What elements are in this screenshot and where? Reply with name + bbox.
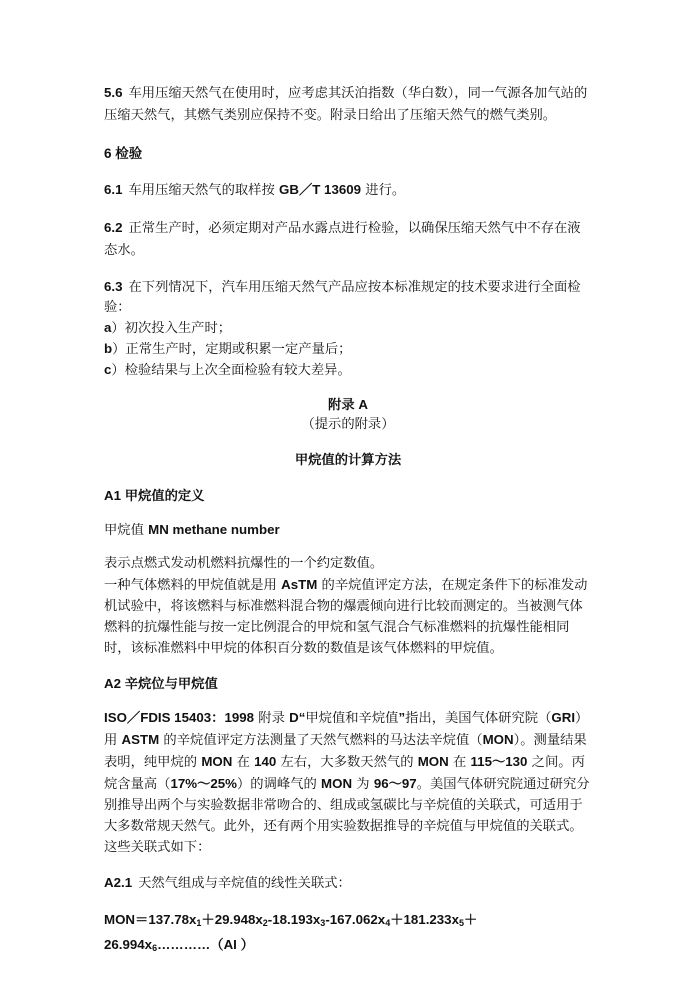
section-number: A2.1: [104, 875, 133, 890]
formula-term: -167.062x: [325, 912, 386, 927]
section-6-title: 6 检验: [104, 146, 143, 161]
appendix-ref: D“: [289, 710, 306, 725]
list-marker: b: [104, 341, 113, 356]
section-6-2: [104, 217, 592, 262]
paragraph-text: ）。测量结果表明，纯甲烷的: [104, 733, 587, 770]
mon-term: MON: [321, 776, 353, 791]
list-text: ）检验结果与上次全面检验有较大差异。: [111, 363, 351, 378]
section-a1-title: A1 甲烷值的定义: [104, 488, 205, 503]
a2-paragraph: [104, 707, 592, 858]
list-text: ）初次投入生产时；: [111, 321, 232, 336]
section-number: 5.6: [104, 85, 123, 100]
formula-label: …………（AI ）: [157, 937, 254, 952]
paragraph-text: 之间。丙烷含量高（: [104, 755, 585, 792]
appendix-subtitle: （提示的附录）: [301, 417, 395, 432]
section-6-3: [104, 277, 592, 318]
list-item: [104, 318, 592, 339]
paragraph-text: 的辛烷值评定方法测量了天然气燃料的马达法辛烷值（: [159, 733, 483, 748]
value: 115～130: [470, 754, 528, 769]
section-text: 车用压缩天然气在使用时，应考虑其沃泊指数（华白数），同一气源各加气站的压缩天然气，其燃气类别应保持不变。附录日给出了压缩天然气的燃气类别。: [104, 86, 588, 123]
subscript: 1: [196, 918, 202, 928]
term-en: MN methane number: [148, 522, 280, 537]
mon-formula: [104, 909, 592, 959]
a1-paragraph-2: [104, 574, 592, 659]
appendix-title: 附录 A: [328, 397, 368, 412]
mon-term: MON: [417, 754, 449, 769]
paragraph-text: 一种气体燃料的甲烷值就是用: [104, 578, 282, 593]
formula-term: MON＝137.78x: [104, 912, 197, 927]
mon-term: MON: [482, 732, 514, 747]
paragraph-text: ）用: [104, 711, 589, 748]
value: 140: [254, 754, 277, 769]
paragraph-text: 指出，美国气体研究院（: [405, 711, 552, 726]
astm-term: ASTM: [121, 732, 160, 747]
paragraph-text: 甲烷值和辛烷值: [305, 711, 399, 726]
section-number: 6.2: [104, 220, 123, 235]
paragraph-text: 在: [232, 755, 255, 770]
quote-mark: ”: [398, 710, 406, 725]
org-abbr: GRI: [551, 710, 576, 725]
astm-term: AsTM: [281, 577, 318, 592]
section-text: 在下列情况下，汽车用压缩天然气产品应按本标准规定的技术要求进行全面检验：: [104, 280, 581, 315]
section-text: 天然气组成与辛烷值的线性关联式：: [138, 876, 351, 891]
paragraph-text: 的辛烷值评定方法，在规定条件下的标准发动机试验中，将该燃料与标准燃料混合物的爆震倾向进行比较而测定的。当被测气体燃料的抗爆性能与按一定比例混合的甲烷和氢气混合气标准燃料的抗爆性能相同时，该标准燃料中甲烷的体积百分数的数值是该气体燃料的甲烷值。: [104, 578, 588, 656]
paragraph-text: 。美国气体研究院通过研究分别推导出两个与实验数据非常吻合的、组成或氢碳比与辛烷值的关联式，可适用于大多数常规天然气。此外，还有两个用实验数据推导的辛烷值与甲烷值的关联式。这些关联式如下：: [104, 777, 590, 855]
value: 17%～25%: [170, 776, 238, 791]
standard-code: GB／T 13609: [279, 182, 362, 197]
formula-term: -18.193x: [267, 912, 321, 927]
subscript: 5: [458, 918, 464, 928]
section-a2-title: A2 辛烷位与甲烷值: [104, 676, 218, 691]
formula-term: ＋: [464, 912, 478, 927]
list-text: ）正常生产时，定期或积累一定产量后；: [112, 342, 352, 357]
section-6-1: [104, 179, 592, 202]
value: 96～97: [373, 776, 417, 791]
subscript: 2: [262, 918, 268, 928]
formula-term: ＋181.233x: [390, 912, 459, 927]
list-marker: a: [104, 320, 112, 335]
section-text: 进行。: [361, 183, 406, 198]
section-text: 车用压缩天然气的取样按: [128, 183, 279, 198]
list-item: [104, 339, 592, 360]
section-number: 6.1: [104, 182, 123, 197]
mon-term: MON: [201, 754, 233, 769]
list-marker: c: [104, 362, 112, 377]
section-5-6: [104, 82, 592, 127]
a1-paragraph-1: 表示点燃式发动机燃料抗爆性的一个约定数值。: [104, 556, 384, 571]
formula-term: ＋29.948x: [201, 912, 263, 927]
subscript: 4: [385, 918, 391, 928]
standard-code: ISO／FDIS 15403：1998: [104, 710, 255, 725]
section-text: 正常生产时，必须定期对产品水露点进行检验，以确保压缩天然气中不存在液态水。: [104, 221, 581, 258]
paragraph-text: 在: [448, 755, 471, 770]
paragraph-text: 左右，大多数天然气的: [276, 755, 418, 770]
section-a2-1: [104, 872, 592, 895]
term-definition: [104, 519, 592, 542]
paragraph-text: 为: [352, 777, 374, 792]
paragraph-text: ）的调峰气的: [237, 777, 322, 792]
formula-term: 26.994x: [104, 937, 153, 952]
subscript: 6: [152, 943, 158, 953]
document-page: [104, 70, 592, 959]
term-cn: 甲烷值: [104, 523, 149, 538]
subscript: 3: [320, 918, 326, 928]
section-number: 6.3: [104, 279, 123, 294]
list-item: [104, 360, 592, 381]
appendix-heading: 甲烷值的计算方法: [294, 452, 402, 467]
paragraph-text: 附录: [254, 711, 290, 726]
